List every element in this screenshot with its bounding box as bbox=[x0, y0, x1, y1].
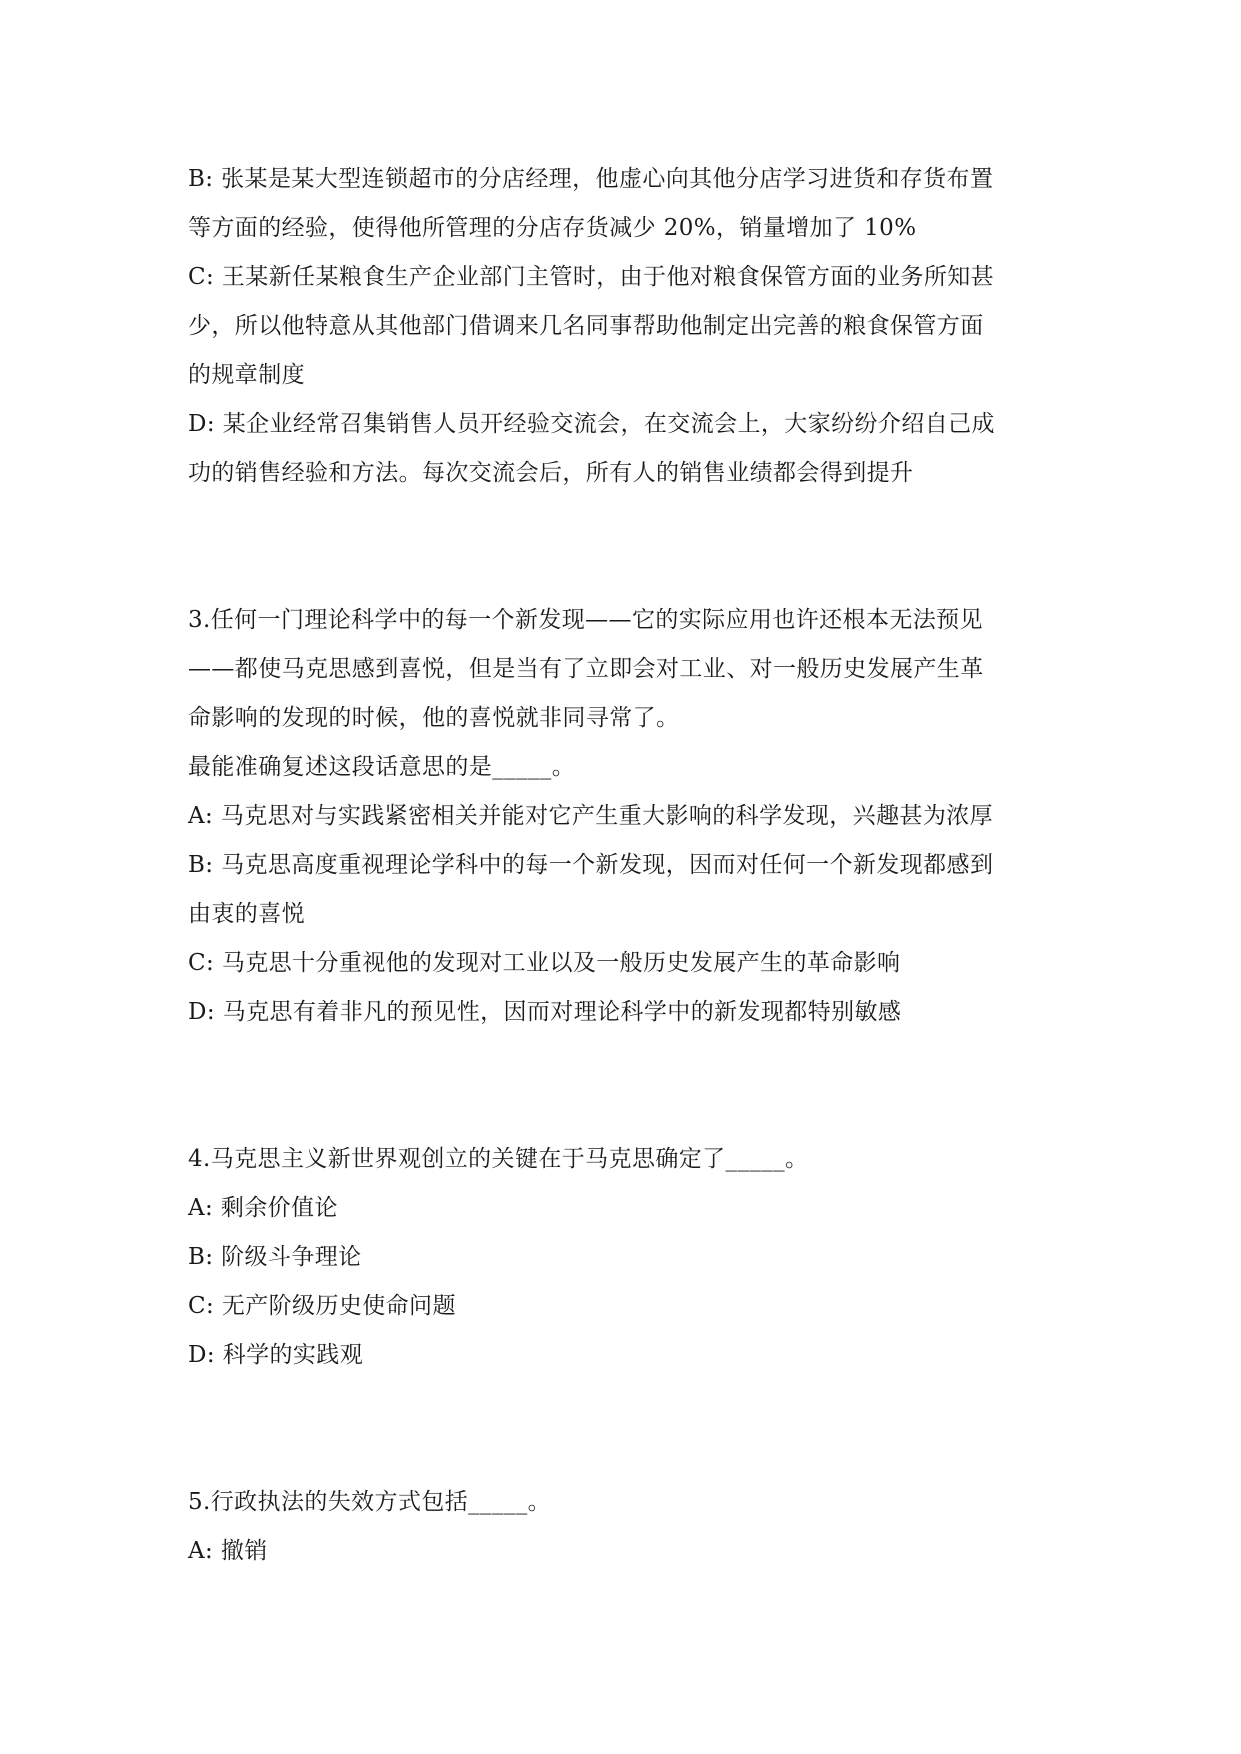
spacer bbox=[188, 1380, 1068, 1478]
q4-option-c: C: 无产阶级历史使命问题 bbox=[188, 1293, 456, 1319]
question-4 bbox=[188, 1135, 1068, 1380]
q2-option-d-line-2: 功的销售经验和方法。每次交流会后，所有人的销售业绩都会得到提升 bbox=[188, 460, 914, 486]
question-3 bbox=[188, 596, 1068, 1037]
q4-option-d: D: 科学的实践观 bbox=[188, 1342, 364, 1368]
q5-option-a: A: 撤销 bbox=[188, 1538, 268, 1564]
q3-option-a: A: 马克思对与实践紧密相关并能对它产生重大影响的科学发现，兴趣甚为浓厚 bbox=[188, 803, 994, 829]
q2-option-c-line-2: 少，所以他特意从其他部门借调来几名同事帮助他制定出完善的粮食保管方面 bbox=[188, 313, 984, 339]
spacer bbox=[188, 498, 1068, 596]
q5-stem: 5.行政执法的失效方式包括_____。 bbox=[188, 1489, 552, 1515]
exam-page bbox=[188, 155, 1068, 1576]
q3-prompt: 最能准确复述这段话意思的是_____。 bbox=[188, 754, 576, 780]
q3-option-c: C: 马克思十分重视他的发现对工业以及一般历史发展产生的革命影响 bbox=[188, 950, 901, 976]
q3-option-d: D: 马克思有着非凡的预见性，因而对理论科学中的新发现都特别敏感 bbox=[188, 999, 902, 1025]
q4-option-a: A: 剩余价值论 bbox=[188, 1195, 338, 1221]
q2-option-c-line-1: C: 王某新任某粮食生产企业部门主管时，由于他对粮食保管方面的业务所知甚 bbox=[188, 264, 995, 290]
question-2-tail bbox=[188, 155, 1068, 498]
q3-option-b-line-1: B: 马克思高度重视理论学科中的每一个新发现，因而对任何一个新发现都感到 bbox=[188, 852, 994, 878]
q2-option-b-line-2: 等方面的经验，使得他所管理的分店存货减少 20%，销量增加了 10% bbox=[188, 215, 917, 241]
q2-option-d-line-1: D: 某企业经常召集销售人员开经验交流会，在交流会上，大家纷纷介绍自己成 bbox=[188, 411, 995, 437]
q4-option-b: B: 阶级斗争理论 bbox=[188, 1244, 362, 1270]
q2-option-b-line-1: B: 张某是某大型连锁超市的分店经理，他虚心向其他分店学习进货和存货布置 bbox=[188, 166, 994, 192]
q3-stem-line-3: 命影响的发现的时候，他的喜悦就非同寻常了。 bbox=[188, 705, 680, 731]
q2-option-c-line-3: 的规章制度 bbox=[188, 362, 305, 388]
q3-stem-line-2: ——都使马克思感到喜悦，但是当有了立即会对工业、对一般历史发展产生革 bbox=[188, 656, 984, 682]
q3-option-b-line-2: 由衷的喜悦 bbox=[188, 901, 305, 927]
spacer bbox=[188, 1037, 1068, 1135]
question-5 bbox=[188, 1478, 1068, 1576]
q4-stem: 4.马克思主义新世界观创立的关键在于马克思确定了_____。 bbox=[188, 1146, 809, 1172]
q3-stem-line-1: 3.任何一门理论科学中的每一个新发现——它的实际应用也许还根本无法预见 bbox=[188, 607, 983, 633]
